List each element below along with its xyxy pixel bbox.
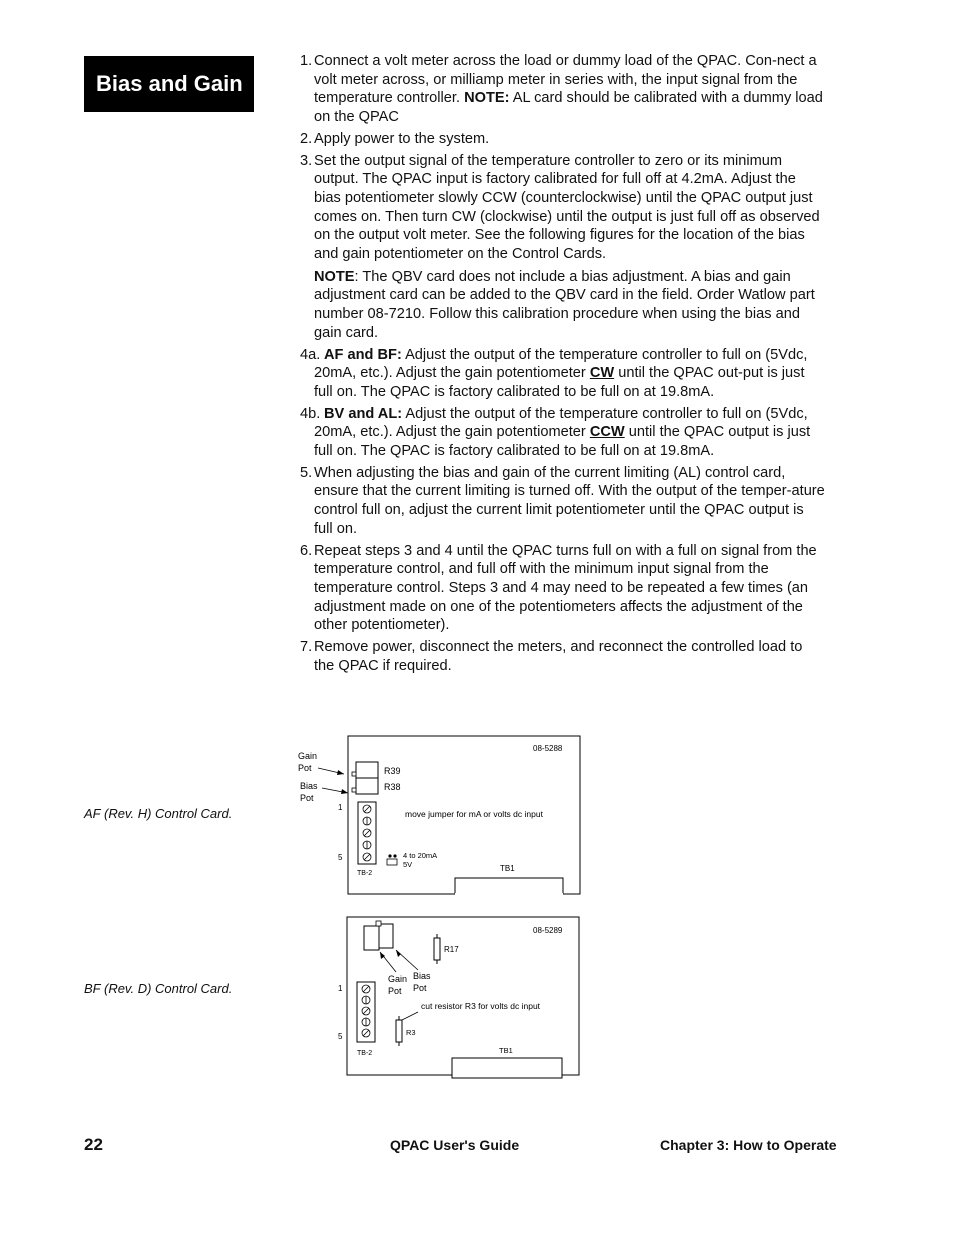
step-body: until the QPAC output is just full on. The QPAC is factory calibrated to be full on at 19.8mA. [314,424,811,460]
ma-label: 4 to 20mA [403,851,438,860]
step-3 [300,152,825,343]
step-number: 2. [300,130,313,147]
steps-list [300,52,825,679]
tb2-label: TB-2 [357,870,373,877]
step-body: until the QPAC out-put is just full on. The QPAC is factory calibrated to be full on at 19.8mA. [314,365,805,400]
gain-label: Gain [388,974,408,984]
step-note [314,268,825,343]
step-number: 6. [300,542,313,559]
tb1-label: TB1 [499,1046,513,1055]
step-body: Adjust the output of the temperature controller to full on (5Vdc, 20mA, etc.). Adjust the gain potentiometer [314,346,808,382]
pin-5-label: 5 [338,1032,343,1041]
step-5 [300,464,825,539]
note-label: NOTE: [464,90,510,107]
pin-1-label: 1 [338,984,343,993]
jumper-note: move jumper for mA or volts dc input [405,809,543,819]
page-title-text: Bias and Gain [96,71,243,96]
note-text: AL card should be calibrated with a dummy load on the QPAC [314,90,823,126]
bias-label: Bias [300,781,318,791]
cut-resistor-note: cut resistor R3 for volts dc input [421,1001,541,1011]
bf-part-number: 08-5289 [533,926,563,935]
direction-label: CW [589,365,615,382]
bias-pot-label: Pot [300,793,314,803]
step-number: 4b. [300,405,321,422]
step-number: 1. [300,53,313,69]
step-text: Set the output signal of the temperature controller to zero or its minimum output. The QPAC input is factory calibrated for full off at 4.2mA. Adjust the bias potentiometer slowly CCW (counterclockwise) until the QPAC output just comes on. Then turn CW (clockwise) until the output is just full off as observed on the output volt meter. See the following figures for the location of the bias and gain potentiometer on the Control Cards. [314,152,820,263]
note-text: : The QBV card does not include a bias adjustment. A bias and gain adjustment card can be added to the QBV card in the field. Order Watlow part number 08-7210. Follow this calibration procedure when using the bias and gain card. [314,268,815,341]
bf-figure-caption: BF (Rev. D) Control Card. [84,981,233,996]
af-control-card-diagram [290,730,590,905]
step-text: When adjusting the bias and gain of the current limiting (AL) control card, ensure that the current limiting is turned off. With the output of the temper-ature control full on, adjust the current limit potentiometer until the QPAC output is full on. [314,464,825,537]
footer-chapter-title: Chapter 3: How to Operate [660,1137,837,1153]
pin-1-label: 1 [338,803,343,812]
step-text: Remove power, disconnect the meters, and reconnect the controlled load to the QPAC if required. [314,639,803,674]
step-text: Repeat steps 3 and 4 until the QPAC turns full on with a full on signal from the temperature control, and full off with the minimum input signal from the temperature control. Steps 3 and 4 may need to be repeated a few times (an adjustment made on one of the potentiometers affects the adjustment of the other potentiometer). [314,542,817,634]
step-label: AF and BF: [324,346,402,363]
step-6 [300,542,825,636]
step-text [314,405,825,461]
tb1-label: TB1 [500,864,515,873]
pin-5-label: 5 [338,853,343,862]
direction-label: CCW [589,424,625,441]
step-2 [300,130,825,149]
bias-pot-label: Pot [413,983,427,993]
footer-guide-title: QPAC User's Guide [390,1137,520,1153]
step-4a [300,346,825,402]
af-part-number: 08-5288 [533,744,563,753]
step-label: BV and AL: [324,405,403,422]
note-label: NOTE [314,268,355,285]
gain-label: Gain [298,751,318,761]
step-number: 7. [300,639,313,656]
step-text [314,52,825,127]
r17-label: R17 [444,945,459,954]
step-text [314,346,825,402]
page-number: 22 [84,1135,103,1154]
5v-label: 5V [403,860,413,869]
step-text: Apply power to the system. [314,130,490,147]
gain-pot-label: Pot [298,763,312,773]
step-body: Adjust the output of the temperature controller to full on (5Vdc, 20mA, etc.). Adjust the gain potentiometer [314,405,808,441]
af-figure-caption: AF (Rev. H) Control Card. [84,806,233,821]
step-7 [300,638,825,675]
step-number: 5. [300,464,313,481]
r38-label: R38 [384,782,401,792]
r39-label: R39 [384,766,401,776]
step-number: 3. [300,152,313,169]
step-1 [300,52,825,127]
step-4b [300,405,825,461]
gain-pot-label: Pot [388,986,402,996]
tb2-label: TB-2 [357,1050,373,1057]
bias-label: Bias [413,971,431,981]
page-title [84,56,254,112]
bf-control-card-diagram [290,912,590,1087]
step-number: 4a. [300,346,321,363]
step-body: Connect a volt meter across the load or dummy load of the QPAC. Con-nect a volt meter across, or milliamp meter in series with, the input signal from the temperature controller. [314,53,817,107]
r3-label: R3 [406,1028,416,1037]
